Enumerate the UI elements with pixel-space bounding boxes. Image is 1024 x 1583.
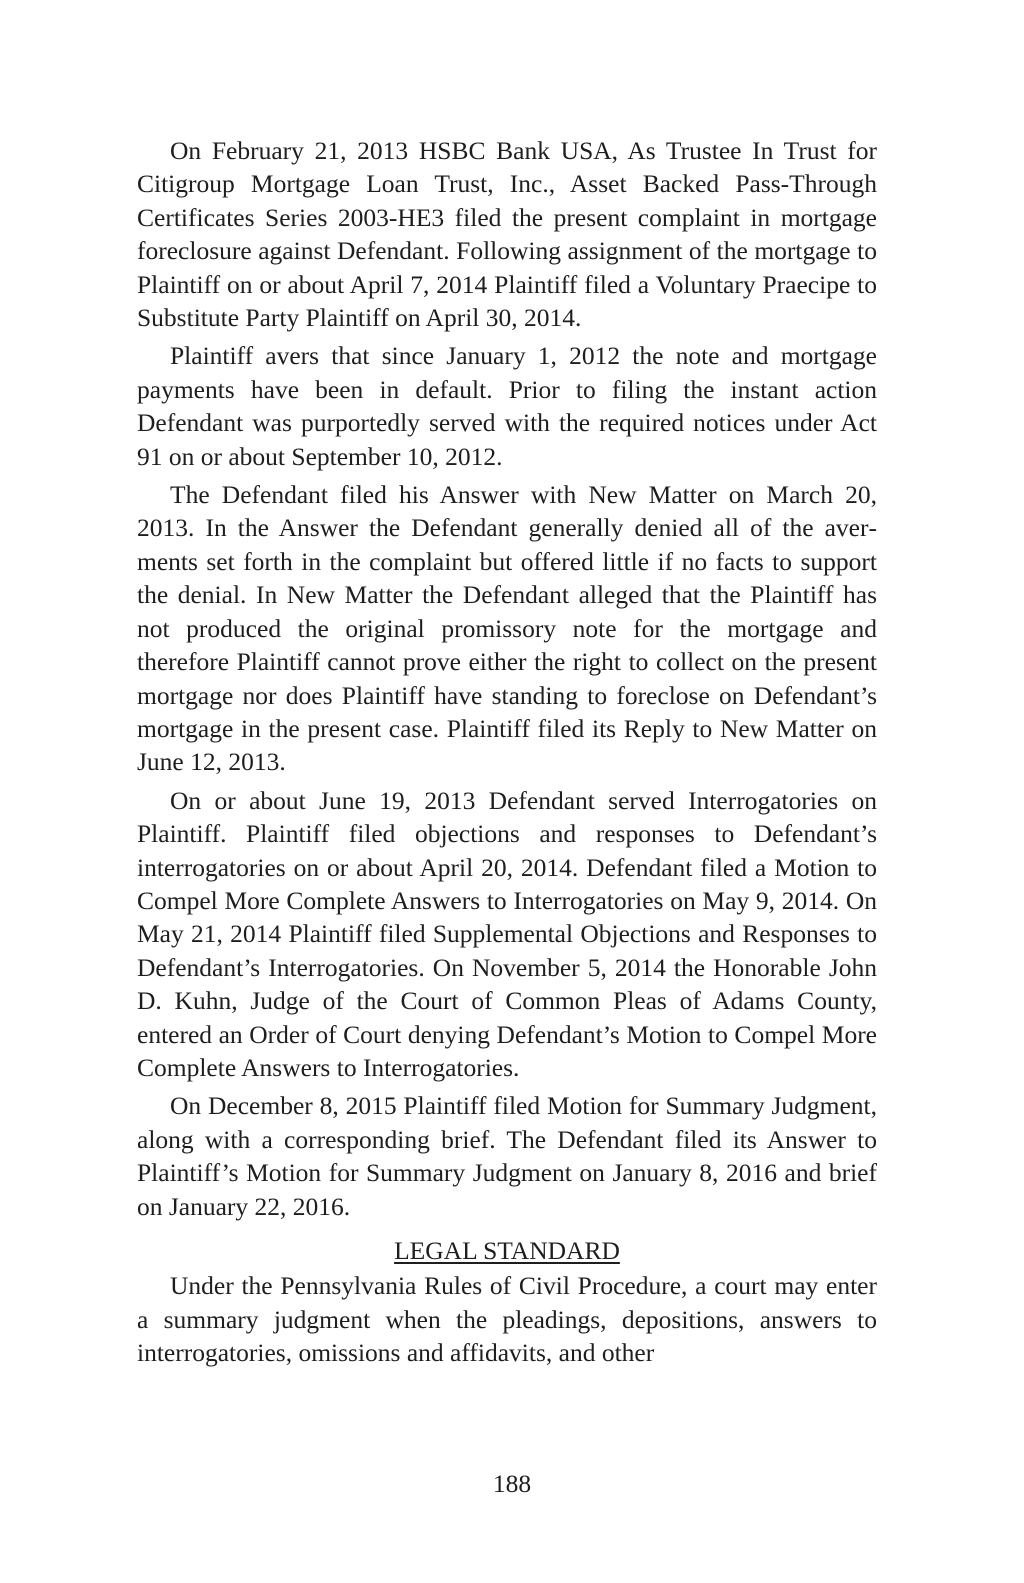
section-heading: LEGAL STANDARD xyxy=(394,1236,620,1265)
paragraph-legal-standard: Under the Pennsylvania Rules of Civil Procedure, a court may enter a summary judgment when the pleadings, depositions, answers to interrogatories, omissions and affidavits, and other xyxy=(137,1271,877,1368)
paragraph-default-notice: Plaintiff avers that since January 1, 2012 the note and mortgage payments have been in default. Prior to filing the instant action Defendant was purportedly served with the required notices under Act 91 on or about September 10, 2012. xyxy=(137,341,877,471)
paragraph-complaint-filing: On February 21, 2013 HSBC Bank USA, As Trustee In Trust for Citigroup Mortgage Loan Trust, Inc., Asset Backed Pass-Through Certificates Series 2003-HE3 filed the present complaint in mortgage foreclosure against Defendant. Following assignment of the mortgage to Plaintiff on or about April 7, 2014 Plaintiff filed a Voluntary Praecipe to Substitute Party Plaintiff on April 30, 2014. xyxy=(137,136,877,333)
paragraph-interrogatories: On or about June 19, 2013 Defendant served Interrogatories on Plaintiff. Plaintiff filed objections and responses to Defendant’s interrogatories on or about April 20, 2014. Defendant filed a Motion to Compel More Complete Answers to Interrogatories on May 9, 2014. On May 21, 2014 Plaintiff filed Supplemental Objections and Responses to Defendant’s Interrogatories. On November 5, 2014 the Honorable John D. Kuhn, Judge of the Court of Common Pleas of Adams County, entered an Order of Court denying Defendant’s Motion to Compel More Complete Answers to Interrogatories. xyxy=(137,785,877,1082)
paragraph-summary-judgment-motion: On December 8, 2015 Plaintiff filed Motion for Summary Judgment, along with a corresponding brief. The Defendant filed its Answer to Plaintiff’s Motion for Summary Judgment on January 8, 2016 and brief on January 22, 2016. xyxy=(137,1091,877,1221)
body-text xyxy=(137,134,877,1375)
page-number: 188 xyxy=(492,1469,532,1498)
paragraph-answer-new-matter: The Defendant filed his Answer with New Matter on March 20, 2013. In the Answer the Defendant generally denied all of the averments set forth in the complaint but offered little if no facts to support the denial. In New Matter the Defendant alleged that the Plaintiff has not produced the original promissory note for the mortgage and therefore Plaintiff cannot prove either the right to collect on the present mortgage nor does Plaintiff have standing to foreclose on Defendant’s mortgage in the present case. Plaintiff filed its Reply to New Matter on June 12, 2013. xyxy=(137,480,877,777)
